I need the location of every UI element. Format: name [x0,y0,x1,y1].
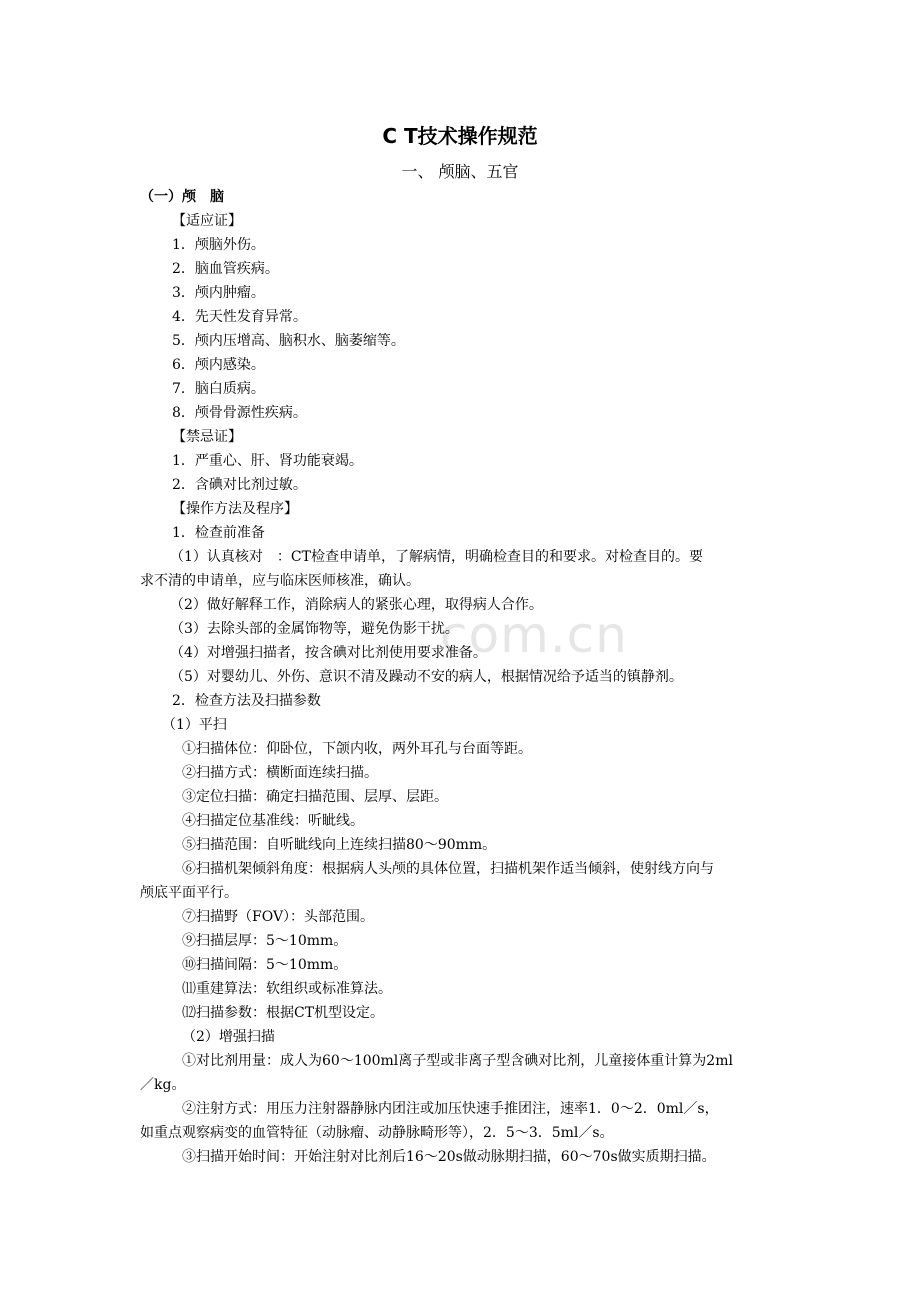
body-line: 4．先天性发育异常。 [172,309,307,325]
body-line: 2．脑血管疾病。 [172,261,279,277]
body-line: ⑥扫描机架倾斜角度：根据病人头颅的具体位置，扫描机架作适当倾斜，使射线方向与 [182,861,714,877]
body-line: 8．颅骨骨源性疾病。 [172,405,307,421]
body-line: 【禁忌证】 [172,429,242,445]
body-line: ⑦扫描野（FOV）：头部范围。 [182,909,375,925]
body-line: ④扫描定位基准线：听眦线。 [182,813,364,829]
body-line: ⑾重建算法：软组织或标准算法。 [182,981,392,997]
body-line: 1．颅脑外伤。 [172,237,265,253]
body-line: 求不清的申请单，应与临床医师核准，确认。 [140,573,420,589]
body-line: 2．含碘对比剂过敏。 [172,477,307,493]
body-line: （4）对增强扫描者，按含碘对比剂使用要求准备。 [170,645,487,661]
body-line: ③扫描开始时间：开始注射对比剂后16～20s做动脉期扫描，60～70s做实质期扫描。 [182,1149,716,1165]
body-line: ⑿扫描参数：根据CT机型设定。 [182,1005,385,1021]
body-line: 7．脑白质病。 [172,381,265,397]
body-line: 颅底平面平行。 [140,885,238,901]
body-line: 1．严重心、肝、肾功能衰竭。 [172,453,363,469]
body-line: ①对比剂用量：成人为60～100ml离子型或非离子型含碘对比剂，儿童接体重计算为2ml [182,1053,733,1069]
document-title: C T技术操作规范 [382,124,538,148]
body-line: 5．颅内压增高、脑积水、脑萎缩等。 [172,333,405,349]
document-body [140,185,805,1169]
body-line: （5）对婴幼儿、外伤、意识不清及躁动不安的病人，根据情况给予适当的镇静剂。 [170,669,683,685]
body-line: ⑨扫描层厚：5～10mm。 [182,933,348,949]
body-line: 如重点观察病变的血管特征（动脉瘤、动静脉畸形等），2．5～3．5ml／s。 [140,1125,614,1141]
body-line: （1）认真核对 ：CT检查申请单，了解病情，明确检查目的和要求。对检查目的。要 [170,549,703,565]
body-line: 【操作方法及程序】 [172,501,298,517]
body-line: 3．颅内肿瘤。 [172,285,265,301]
section-heading: 一、 颅脑、五官 [401,162,519,181]
body-line: ⑤扫描范围：自听眦线向上连续扫描80～90mm。 [182,837,497,853]
body-line: ／kg。 [140,1077,186,1093]
watermark-text: com.cn [440,606,628,664]
body-line: ①扫描体位：仰卧位，下颌内收，两外耳孔与台面等距。 [182,741,532,757]
body-line: 2．检查方法及扫描参数 [172,693,321,709]
body-line: 【适应证】 [172,213,242,229]
body-line: （3）去除头部的金属饰物等，避免伪影干扰。 [170,621,459,637]
body-line: ⑩扫描间隔：5～10mm。 [182,957,348,973]
body-line: 6．颅内感染。 [172,357,265,373]
body-line: （1）平扫 [162,717,227,733]
body-line: （2）增强扫描 [182,1029,275,1045]
body-line: （一）颅 脑 [140,189,224,205]
body-line: ②注射方式：用压力注射器静脉内团注或加压快速手推团注，速率1．0～2．0ml／s， [182,1101,719,1117]
body-line: 1．检查前准备 [172,525,265,541]
body-line: ②扫描方式：横断面连续扫描。 [182,765,378,781]
body-line: （2）做好解释工作，消除病人的紧张心理，取得病人合作。 [170,597,543,613]
body-line: ③定位扫描：确定扫描范围、层厚、层距。 [182,789,448,805]
